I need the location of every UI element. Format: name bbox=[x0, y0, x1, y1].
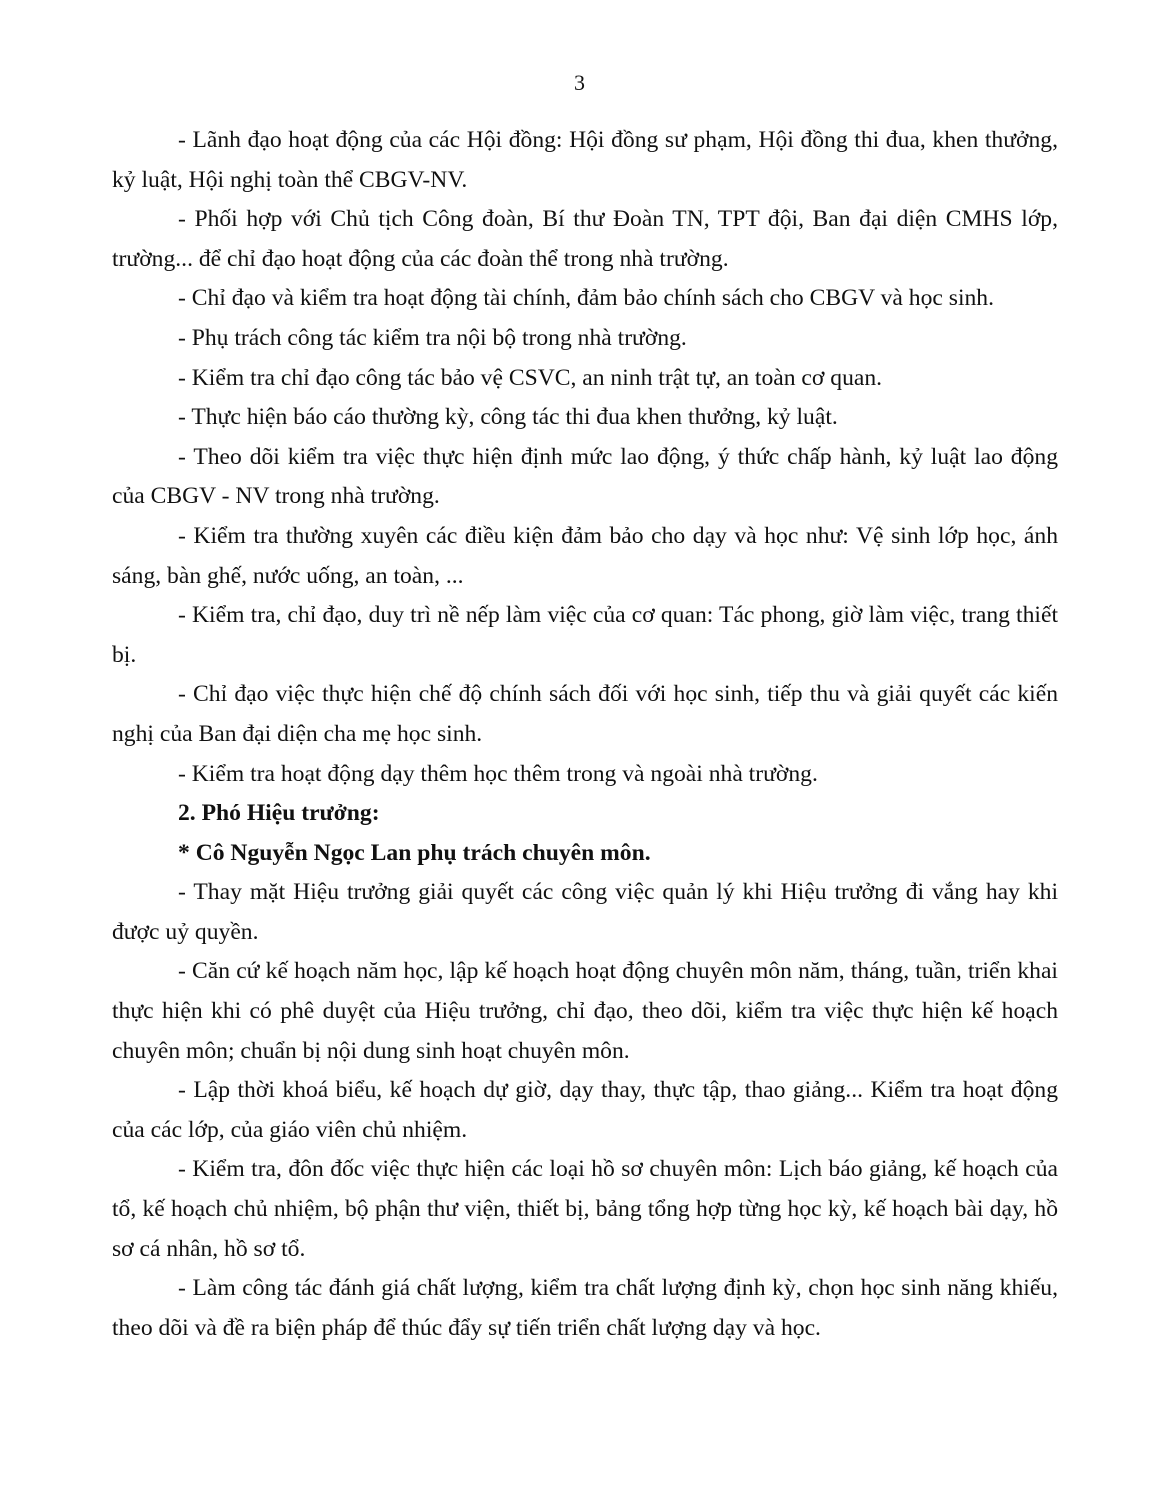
document-body bbox=[112, 121, 1058, 1348]
subsection-heading: * Cô Nguyễn Ngọc Lan phụ trách chuyên môn. bbox=[178, 839, 651, 866]
paragraph-1: - Lãnh đạo hoạt động của các Hội đồng: Hội đồng sư phạm, Hội đồng thi đua, khen thưởng, kỷ luật, Hội nghị toàn thể CBGV-NV. bbox=[112, 127, 1058, 193]
paragraph-8: - Kiểm tra thường xuyên các điều kiện đảm bảo cho dạy và học như: Vệ sinh lớp học, ánh sáng, bàn ghế, nước uống, an toàn, ... bbox=[112, 522, 1058, 589]
paragraph-10: - Chỉ đạo việc thực hiện chế độ chính sách đối với học sinh, tiếp thu và giải quyết các kiến nghị của Ban đại diện cha mẹ học sinh. bbox=[112, 681, 1058, 747]
paragraph-3: - Chỉ đạo và kiểm tra hoạt động tài chính, đảm bảo chính sách cho CBGV và học sinh. bbox=[178, 285, 995, 312]
paragraph-15: - Kiểm tra, đôn đốc việc thực hiện các loại hồ sơ chuyên môn: Lịch báo giảng, kế hoạch của tổ, kế hoạch chủ nhiệm, bộ phận thư viện, thiết bị, bảng tổng hợp từng học kỳ, kế hoạch bài dạy, hồ sơ cá nhân, hồ sơ tổ. bbox=[112, 1156, 1058, 1262]
paragraph-11: - Kiểm tra hoạt động dạy thêm học thêm trong và ngoài nhà trường. bbox=[178, 760, 818, 787]
paragraph-12: - Thay mặt Hiệu trưởng giải quyết các công việc quản lý khi Hiệu trưởng đi vắng hay khi được uỷ quyền. bbox=[112, 879, 1058, 945]
paragraph-4: - Phụ trách công tác kiểm tra nội bộ trong nhà trường. bbox=[178, 324, 687, 351]
paragraph-14: - Lập thời khoá biểu, kế hoạch dự giờ, dạy thay, thực tập, thao giảng... Kiểm tra hoạt động của các lớp, của giáo viên chủ nhiệm. bbox=[112, 1077, 1058, 1143]
paragraph-6: - Thực hiện báo cáo thường kỳ, công tác thi đua khen thưởng, kỷ luật. bbox=[178, 404, 838, 431]
section-heading: 2. Phó Hiệu trưởng: bbox=[178, 800, 380, 827]
paragraph-5: - Kiểm tra chỉ đạo công tác bảo vệ CSVC, an ninh trật tự, an toàn cơ quan. bbox=[178, 364, 883, 391]
paragraph-13: - Căn cứ kế hoạch năm học, lập kế hoạch hoạt động chuyên môn năm, tháng, tuần, triển khai thực hiện khi có phê duyệt của Hiệu trưởng, chỉ đạo, theo dõi, kiểm tra việc thực hiện kế hoạch chuyên môn; chuẩn bị nội dung sinh hoạt chuyên môn. bbox=[112, 958, 1058, 1064]
paragraph-16: - Làm công tác đánh giá chất lượng, kiểm tra chất lượng định kỳ, chọn học sinh năng khiếu, theo dõi và đề ra biện pháp để thúc đẩy sự tiến triển chất lượng dạy và học. bbox=[112, 1275, 1058, 1341]
paragraph-2: - Phối hợp với Chủ tịch Công đoàn, Bí thư Đoàn TN, TPT đội, Ban đại diện CMHS lớp, trường... để chỉ đạo hoạt động của các đoàn thể trong nhà trường. bbox=[112, 206, 1058, 272]
page-number: 3 bbox=[574, 70, 585, 95]
paragraph-7: - Theo dõi kiểm tra việc thực hiện định mức lao động, ý thức chấp hành, kỷ luật lao động của CBGV - NV trong nhà trường. bbox=[112, 443, 1058, 510]
paragraph-9: - Kiểm tra, chỉ đạo, duy trì nề nếp làm việc của cơ quan: Tác phong, giờ làm việc, trang thiết bị. bbox=[112, 602, 1058, 668]
